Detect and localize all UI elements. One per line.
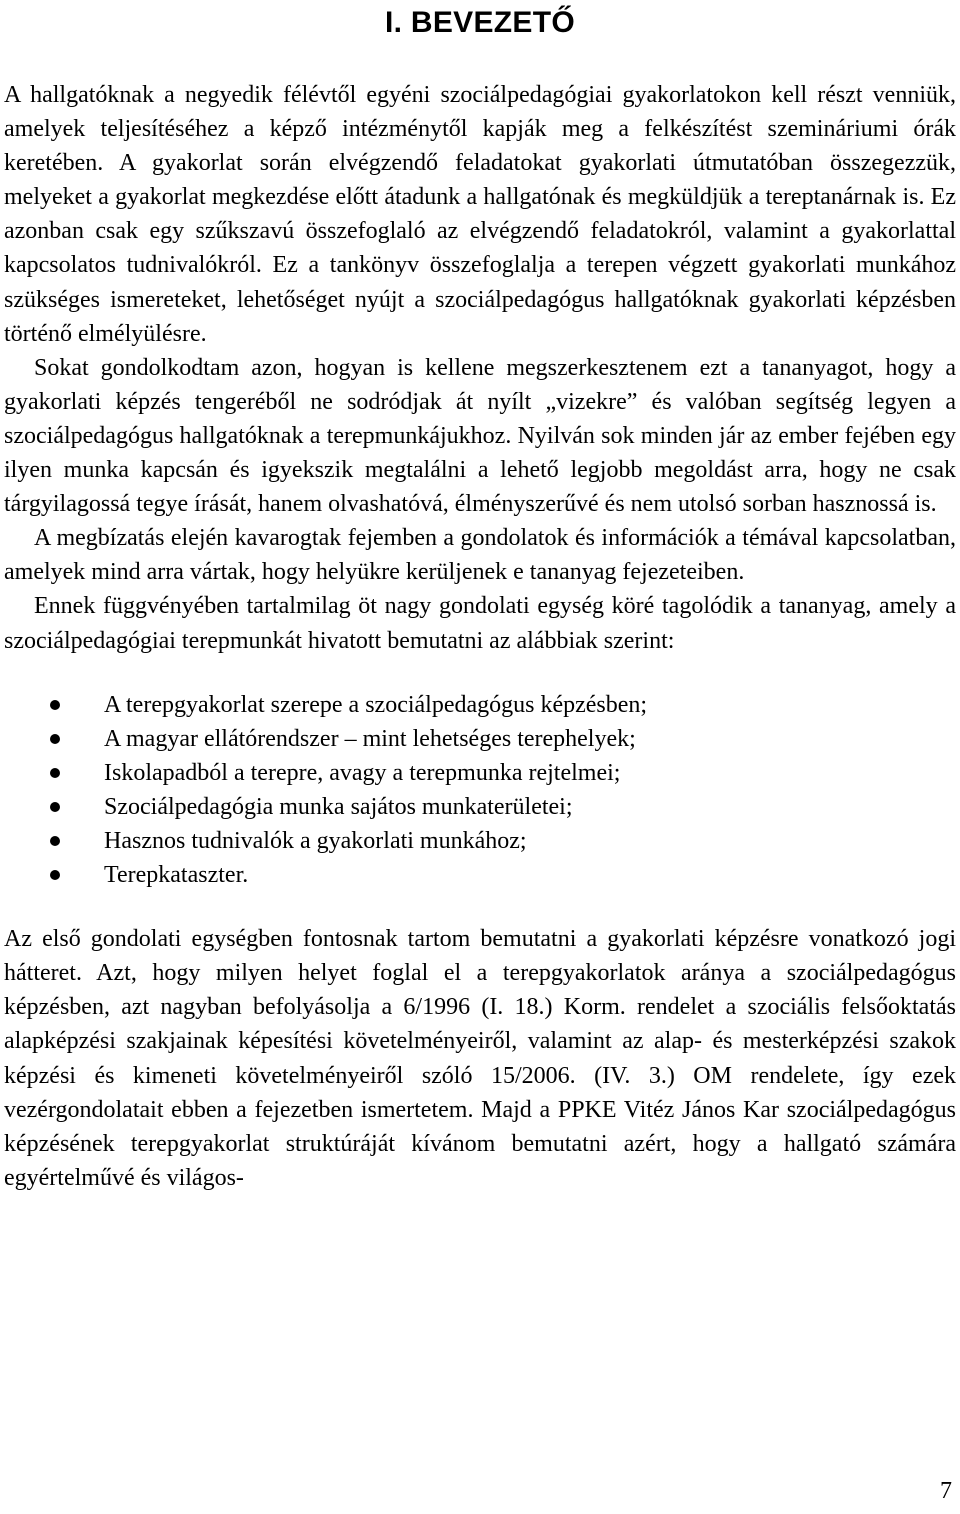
list-item-text: Hasznos tudnivalók a gyakorlati munkához;	[104, 827, 527, 854]
structure-paragraph: Ennek függvényében tartalmilag öt nagy gondolati egység köré tagolódik a tananyag, amely a szociálpedagógiai terepmunkát hivatott bemutatni az alábbiak szerint:	[4, 593, 956, 654]
list-item	[4, 756, 956, 790]
assignment-paragraph: A megbízatás elején kavarogtak fejemben a gondolatok és információk a témával kapcsolatban, amelyek mind arra vártak, hogy helyükre kerüljenek e tananyag fejezeteiben.	[4, 525, 956, 586]
chapter-heading: I. BEVEZETŐ	[385, 6, 575, 39]
list-item	[4, 790, 956, 824]
list-item	[4, 858, 956, 892]
bullet-icon	[50, 870, 60, 880]
list-item-text: Szociálpedagógia munka sajátos munkaterületei;	[104, 793, 573, 820]
intro-paragraph: A hallgatóknak a negyedik félévtől egyéni szociálpedagógiai gyakorlatokon kell részt venniük, amelyek teljesítéséhez a képző intézménytől kapják meg a felkészítést szemináriumi órák keretében. A gyakorlat során elvégzendő feladatokat gyakorlati útmutatóban összegezzük, melyeket a gyakorlat megkezdése előtt átadunk a hallgatónak és megküldjük a tereptanárnak is. Ez azonban csak egy szűkszavú összefoglaló az elvégzendő feladatokról, valamint a gyakorlattal kapcsolatos tudnivalókról. Ez a tankönyv összefoglalja a terepen végzett gyakorlati munkához szükséges ismereteket, lehetőséget nyújt a szociálpedagógus hallgatóknak gyakorlati képzésben történő elmélyülésre.	[4, 82, 956, 347]
bullet-icon	[50, 802, 60, 812]
bullet-icon	[50, 700, 60, 710]
bullet-icon	[50, 734, 60, 744]
list-item	[4, 824, 956, 858]
list-item-text: A magyar ellátórendszer – mint lehetséges terephelyek;	[104, 725, 636, 752]
bullet-icon	[50, 836, 60, 846]
list-item-text: Iskolapadból a terepre, avagy a terepmunka rejtelmei;	[104, 759, 621, 786]
document-page	[4, 0, 956, 1514]
list-item-text: Terepkataszter.	[104, 862, 249, 889]
reflection-paragraph: Sokat gondolkodtam azon, hogyan is kellene megszerkesztenem ezt a tananyagot, hogy a gyakorlati képzés tengeréből ne sodródjak át nyílt „vizekre” és valóban segítség legyen a szociálpedagógus hallgatóknak a terepmunkájukhoz. Nyilván sok minden jár az ember fejében egy ilyen munka kapcsán és igyekszik megtalálni a lehető legjobb megoldást arra, hogy ne csak tárgyilagossá tegye írását, hanem olvashatóvá, élményszerűvé és nem utolsó sorban hasznossá is.	[4, 354, 956, 518]
closing-paragraph: Az első gondolati egységben fontosnak tartom bemutatni a gyakorlati képzésre vonatkozó jogi hátteret. Azt, hogy milyen helyet foglal el a terepgyakorlatok aránya a szociálpedagógus képzésben, azt nagyban befolyásolja a 6/1996 (I. 18.) Korm. rendelet a szociális felsőoktatás alapképzési szakjainak képesítési követelményeiről, valamint az alap- és mesterképzési szakok képzési és kimeneti követelményeiről szóló 15/2006. (IV. 3.) OM rendelete, így ezek vezérgondolatait ebben a fejezetben ismertetem. Majd a PPKE Vitéz János Kar szociálpedagógus képzésének terepgyakorlat struktúráját kívánom bemutatni azért, hogy a hallgató számára egyértelművé és világos-	[4, 926, 956, 1191]
list-item	[4, 688, 956, 722]
list-item-text: A terepgyakorlat szerepe a szociálpedagógus képzésben;	[104, 691, 648, 718]
list-item	[4, 722, 956, 756]
chapter-topics-list	[4, 688, 956, 893]
chapter-body	[4, 78, 956, 1195]
page-number: 7	[940, 1478, 952, 1504]
bullet-icon	[50, 768, 60, 778]
